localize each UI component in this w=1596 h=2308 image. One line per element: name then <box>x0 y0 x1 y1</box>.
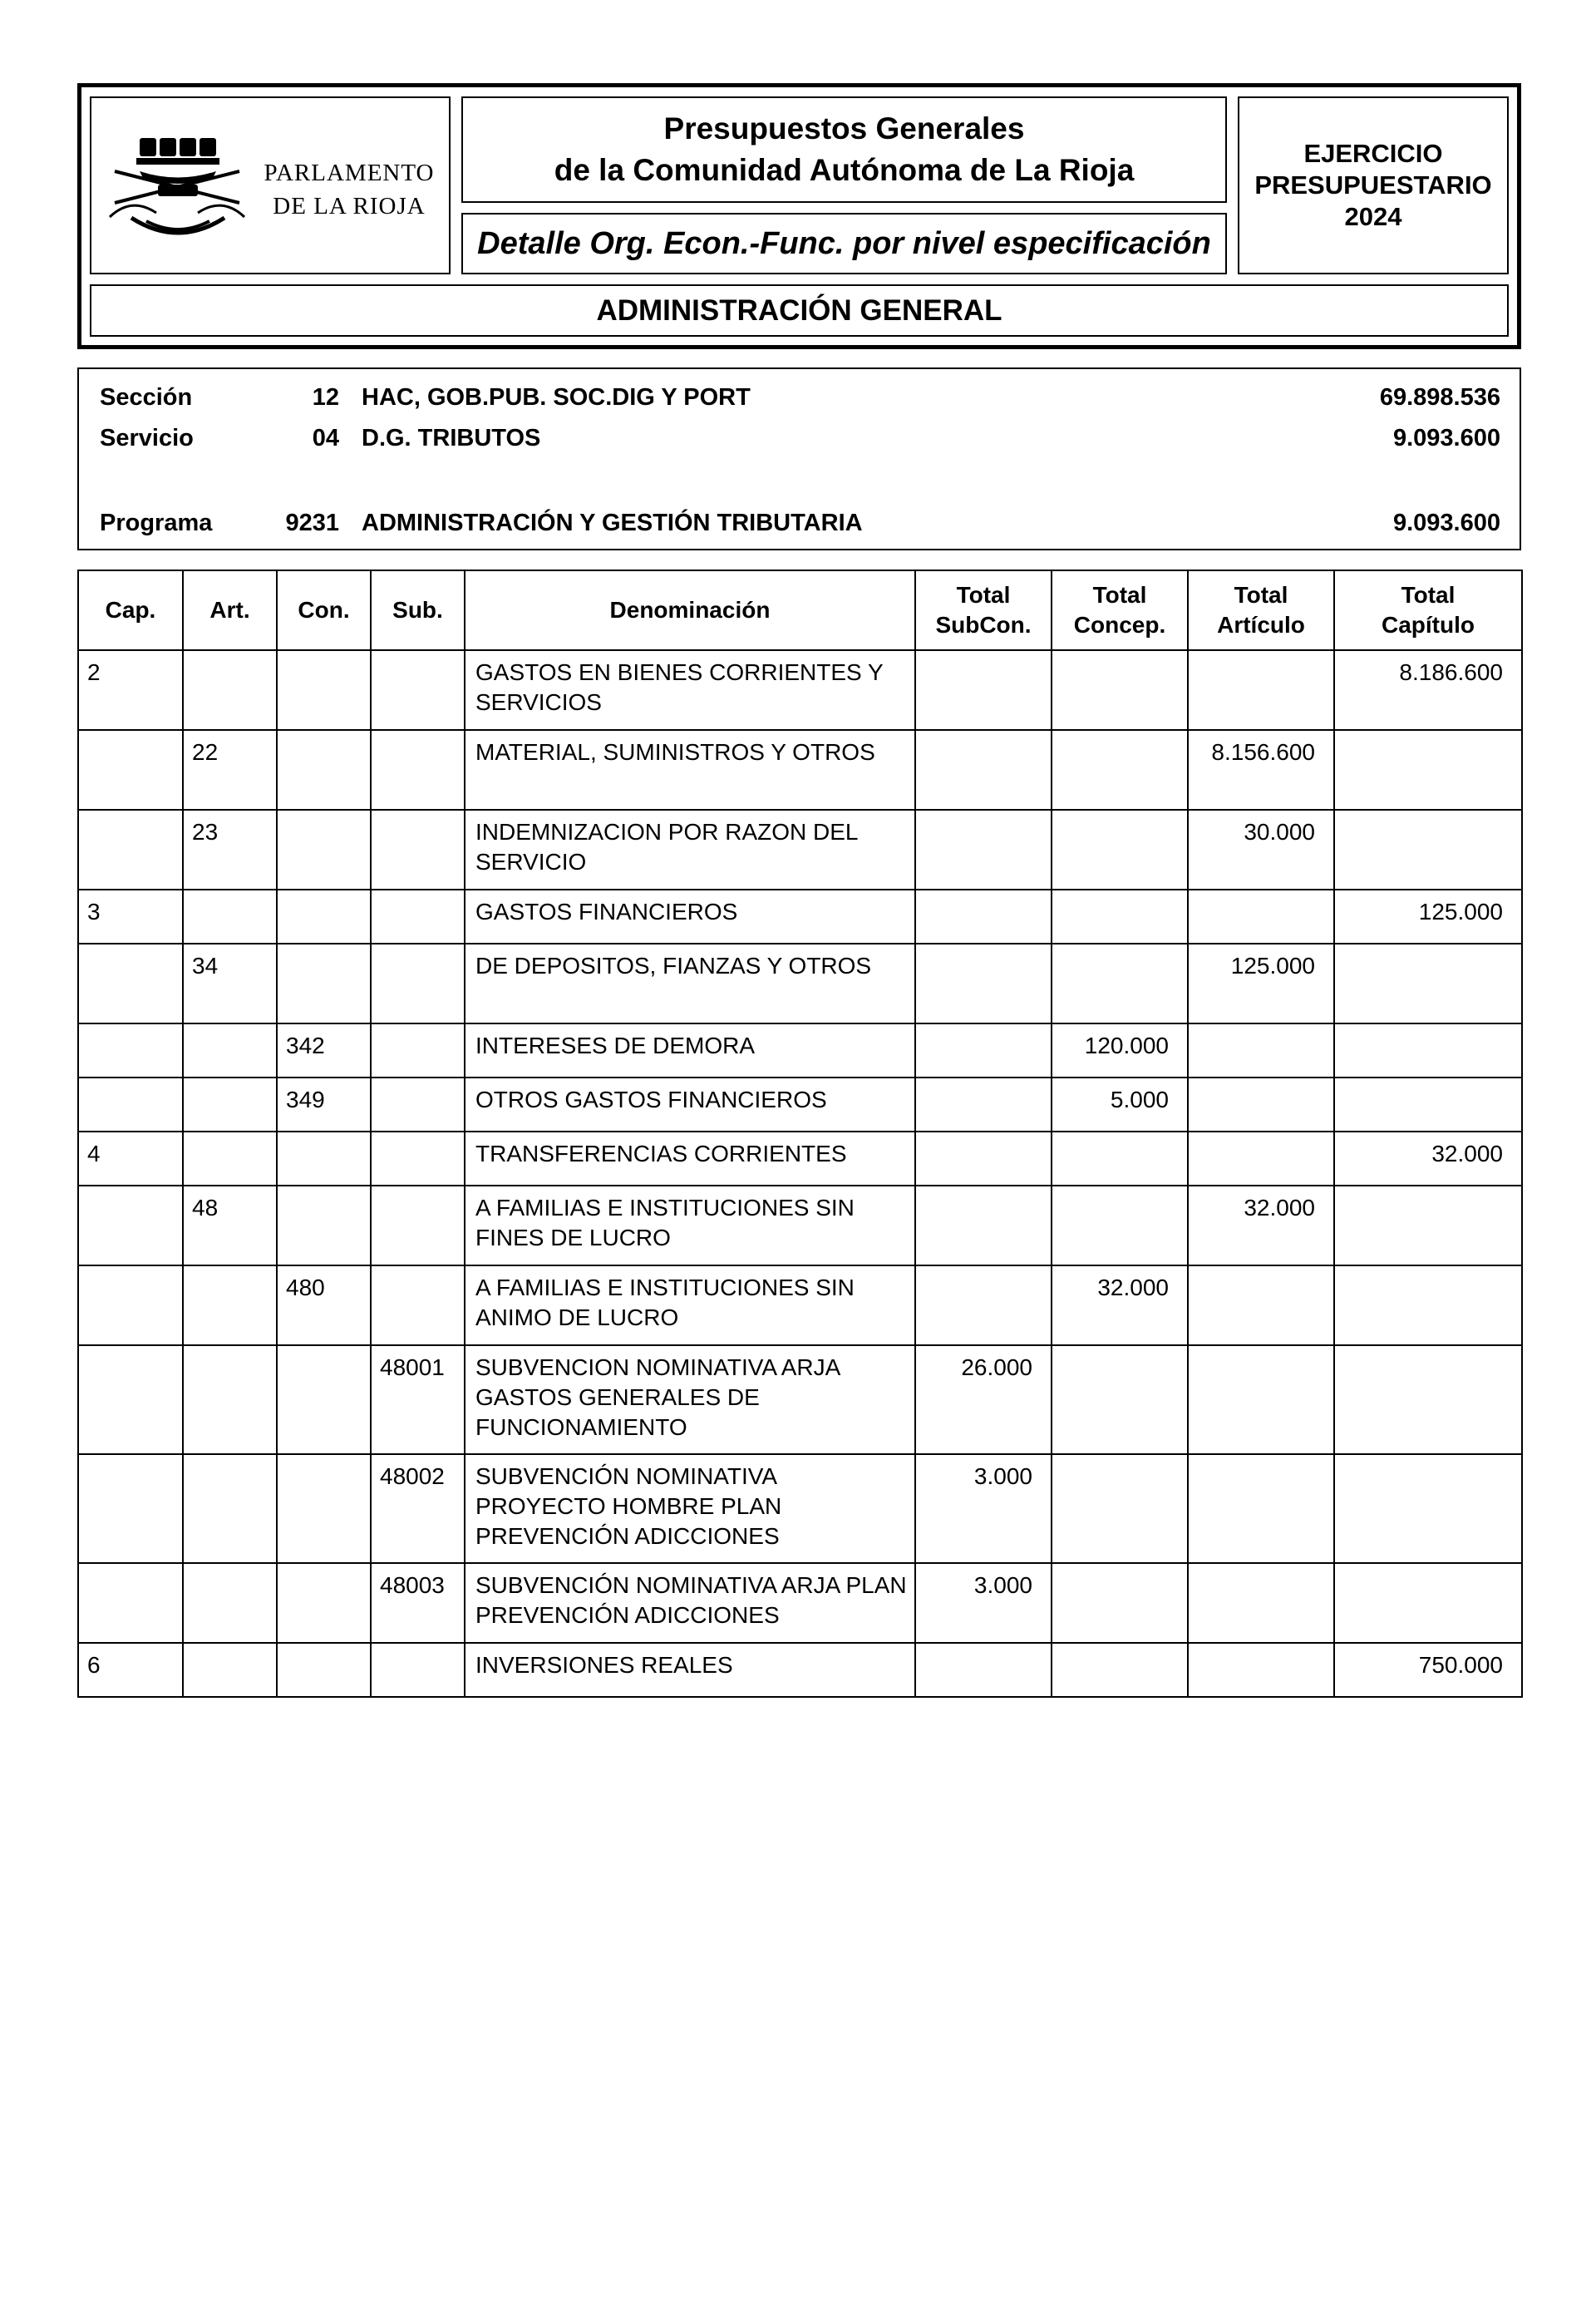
cell-con <box>277 650 371 730</box>
table-row <box>78 1643 1522 1697</box>
seccion-amount: 69.898.536 <box>1379 384 1500 411</box>
programa-amount: 9.093.600 <box>1392 510 1500 536</box>
cell-sub <box>371 1265 465 1345</box>
cell-denominacion: SUBVENCIÓN NOMINATIVA ARJA PLAN PREVENCIÓN ADICCIONES <box>465 1563 915 1643</box>
cell-cap: 6 <box>78 1643 183 1697</box>
col-header-sub: Sub. <box>371 570 465 650</box>
table-row <box>78 810 1522 890</box>
cell-con <box>277 944 371 1023</box>
cell-total-articulo <box>1188 1265 1334 1345</box>
servicio-name: D.G. TRIBUTOS <box>362 425 541 451</box>
cell-art <box>183 890 277 944</box>
cell-total-articulo: 32.000 <box>1188 1186 1334 1265</box>
cell-total-capitulo: 125.000 <box>1334 890 1522 944</box>
cell-art: 22 <box>183 730 277 810</box>
cell-total-capitulo <box>1334 810 1522 890</box>
header-text: Total <box>956 582 1011 608</box>
cell-cap <box>78 1078 183 1132</box>
cell-con: 349 <box>277 1078 371 1132</box>
cell-total-articulo <box>1188 1643 1334 1697</box>
logo-line1: PARLAMENTO <box>264 160 435 186</box>
seccion-label: Sección <box>100 384 193 411</box>
cell-total-concep: 120.000 <box>1052 1023 1188 1078</box>
cell-con <box>277 730 371 810</box>
table-row <box>78 1186 1522 1265</box>
cell-total-concep <box>1052 1132 1188 1186</box>
header-text: Total <box>1234 582 1288 608</box>
cell-total-articulo <box>1188 650 1334 730</box>
title-line2: de la Comunidad Autónoma de La Rioja <box>554 153 1135 187</box>
cell-total-concep <box>1052 650 1188 730</box>
table-row <box>78 1023 1522 1078</box>
col-header-denominacion: Denominación <box>465 570 915 650</box>
cell-art <box>183 1023 277 1078</box>
cell-total-capitulo <box>1334 1563 1522 1643</box>
cell-total-subcon <box>915 1265 1052 1345</box>
table-row <box>78 1345 1522 1454</box>
cell-con <box>277 1454 371 1563</box>
cell-art: 23 <box>183 810 277 890</box>
cell-denominacion: GASTOS FINANCIEROS <box>465 890 915 944</box>
col-header-art: Art. <box>183 570 277 650</box>
cell-total-capitulo: 750.000 <box>1334 1643 1522 1697</box>
logo-line2: DE LA RIOJA <box>273 193 426 219</box>
cell-art <box>183 1265 277 1345</box>
cell-denominacion: OTROS GASTOS FINANCIEROS <box>465 1078 915 1132</box>
logo-text <box>254 156 445 223</box>
cell-total-capitulo <box>1334 1078 1522 1132</box>
cell-cap <box>78 1563 183 1643</box>
cell-total-subcon: 3.000 <box>915 1454 1052 1563</box>
parliament-emblem-icon <box>106 138 248 242</box>
table-row <box>78 1454 1522 1563</box>
col-header-total-subcon <box>915 570 1052 650</box>
cell-total-articulo <box>1188 1132 1334 1186</box>
cell-total-concep <box>1052 1186 1188 1265</box>
cell-total-articulo: 30.000 <box>1188 810 1334 890</box>
cell-cap <box>78 1454 183 1563</box>
cell-con <box>277 1643 371 1697</box>
cell-total-concep <box>1052 944 1188 1023</box>
ejercicio-year: 2024 <box>1344 202 1402 231</box>
col-header-total-capitulo <box>1334 570 1522 650</box>
ejercicio-line2: PRESUPUESTARIO <box>1254 170 1492 200</box>
cell-sub <box>371 730 465 810</box>
cell-total-articulo <box>1188 1023 1334 1078</box>
cell-sub <box>371 1078 465 1132</box>
cell-total-subcon <box>915 1186 1052 1265</box>
cell-denominacion: DE DEPOSITOS, FIANZAS Y OTROS <box>465 944 915 1023</box>
servicio-label: Servicio <box>100 425 194 451</box>
cell-total-concep <box>1052 890 1188 944</box>
cell-art: 48 <box>183 1186 277 1265</box>
table-header-row <box>78 570 1522 650</box>
header-text: Total <box>1401 582 1456 608</box>
cell-total-capitulo: 32.000 <box>1334 1132 1522 1186</box>
servicio-amount: 9.093.600 <box>1392 425 1500 451</box>
cell-con: 342 <box>277 1023 371 1078</box>
cell-total-concep <box>1052 1643 1188 1697</box>
cell-total-subcon <box>915 650 1052 730</box>
cell-total-capitulo <box>1334 1265 1522 1345</box>
cell-total-articulo <box>1188 1454 1334 1563</box>
cell-total-subcon: 26.000 <box>915 1345 1052 1454</box>
table-row <box>78 1265 1522 1345</box>
organization-info <box>77 367 1521 550</box>
cell-art <box>183 1563 277 1643</box>
col-header-total-articulo <box>1188 570 1334 650</box>
cell-denominacion: MATERIAL, SUMINISTROS Y OTROS <box>465 730 915 810</box>
cell-total-concep <box>1052 810 1188 890</box>
cell-con <box>277 810 371 890</box>
cell-art <box>183 650 277 730</box>
cell-sub <box>371 1186 465 1265</box>
cell-sub: 48001 <box>371 1345 465 1454</box>
cell-total-concep <box>1052 1454 1188 1563</box>
cell-total-articulo: 8.156.600 <box>1188 730 1334 810</box>
cell-total-subcon <box>915 944 1052 1023</box>
cell-total-concep <box>1052 730 1188 810</box>
cell-total-subcon <box>915 1078 1052 1132</box>
ejercicio-line1: EJERCICIO <box>1303 139 1443 168</box>
header-text: Concep. <box>1073 612 1166 638</box>
programa-name: ADMINISTRACIÓN Y GESTIÓN TRIBUTARIA <box>362 510 863 536</box>
cell-art: 34 <box>183 944 277 1023</box>
seccion-name: HAC, GOB.PUB. SOC.DIG Y PORT <box>362 384 751 411</box>
cell-total-articulo <box>1188 1078 1334 1132</box>
cell-denominacion: INTERESES DE DEMORA <box>465 1023 915 1078</box>
cell-cap: 2 <box>78 650 183 730</box>
cell-sub <box>371 650 465 730</box>
cell-art <box>183 1078 277 1132</box>
cell-denominacion: A FAMILIAS E INSTITUCIONES SIN FINES DE LUCRO <box>465 1186 915 1265</box>
cell-total-subcon <box>915 810 1052 890</box>
cell-sub <box>371 810 465 890</box>
ejercicio-box <box>1238 96 1509 274</box>
cell-cap: 4 <box>78 1132 183 1186</box>
servicio-code: 04 <box>312 425 339 451</box>
cell-sub: 48002 <box>371 1454 465 1563</box>
header-text: Capítulo <box>1382 612 1475 638</box>
cell-sub: 48003 <box>371 1563 465 1643</box>
cell-denominacion: SUBVENCIÓN NOMINATIVA PROYECTO HOMBRE PLAN PREVENCIÓN ADICCIONES <box>465 1454 915 1563</box>
cell-total-subcon <box>915 1132 1052 1186</box>
cell-total-subcon <box>915 730 1052 810</box>
cell-cap <box>78 1345 183 1454</box>
cell-total-subcon <box>915 1023 1052 1078</box>
cell-cap <box>78 944 183 1023</box>
cell-cap: 3 <box>78 890 183 944</box>
cell-cap <box>78 1023 183 1078</box>
cell-total-concep <box>1052 1563 1188 1643</box>
cell-total-concep: 5.000 <box>1052 1078 1188 1132</box>
cell-denominacion: INDEMNIZACION POR RAZON DEL SERVICIO <box>465 810 915 890</box>
cell-total-articulo <box>1188 1345 1334 1454</box>
cell-total-subcon <box>915 1643 1052 1697</box>
info-row-seccion <box>79 384 1520 414</box>
cell-total-subcon <box>915 890 1052 944</box>
cell-total-capitulo <box>1334 730 1522 810</box>
header-text: Total <box>1092 582 1147 608</box>
cell-sub <box>371 1132 465 1186</box>
programa-label: Programa <box>100 510 213 536</box>
table-row <box>78 890 1522 944</box>
col-header-cap: Cap. <box>78 570 183 650</box>
cell-con <box>277 1345 371 1454</box>
programa-code: 9231 <box>285 510 339 536</box>
cell-total-capitulo <box>1334 1023 1522 1078</box>
cell-art <box>183 1132 277 1186</box>
cell-con <box>277 1132 371 1186</box>
cell-sub <box>371 944 465 1023</box>
cell-cap <box>78 1186 183 1265</box>
cell-art <box>183 1454 277 1563</box>
table-row <box>78 730 1522 810</box>
info-row-servicio <box>79 425 1520 455</box>
cell-sub <box>371 1023 465 1078</box>
document-header <box>77 83 1521 349</box>
cell-denominacion: INVERSIONES REALES <box>465 1643 915 1697</box>
cell-art <box>183 1643 277 1697</box>
cell-con <box>277 1563 371 1643</box>
col-header-total-concep <box>1052 570 1188 650</box>
logo-box <box>90 96 451 274</box>
cell-total-subcon: 3.000 <box>915 1563 1052 1643</box>
cell-con: 480 <box>277 1265 371 1345</box>
cell-total-articulo: 125.000 <box>1188 944 1334 1023</box>
table-row <box>78 1132 1522 1186</box>
cell-cap <box>78 730 183 810</box>
seccion-code: 12 <box>312 384 339 411</box>
cell-denominacion: TRANSFERENCIAS CORRIENTES <box>465 1132 915 1186</box>
col-header-con: Con. <box>277 570 371 650</box>
table-row <box>78 650 1522 730</box>
cell-total-concep: 32.000 <box>1052 1265 1188 1345</box>
cell-cap <box>78 1265 183 1345</box>
header-text: SubCon. <box>935 612 1032 638</box>
cell-con <box>277 1186 371 1265</box>
cell-total-articulo <box>1188 1563 1334 1643</box>
cell-total-capitulo <box>1334 1186 1522 1265</box>
info-row-programa <box>79 510 1520 540</box>
budget-table <box>77 570 1523 1698</box>
cell-denominacion: A FAMILIAS E INSTITUCIONES SIN ANIMO DE LUCRO <box>465 1265 915 1345</box>
cell-total-capitulo <box>1334 1454 1522 1563</box>
admin-title: ADMINISTRACIÓN GENERAL <box>90 284 1509 337</box>
table-row <box>78 1563 1522 1643</box>
cell-sub <box>371 890 465 944</box>
header-text: Artículo <box>1217 612 1305 638</box>
cell-sub <box>371 1643 465 1697</box>
cell-cap <box>78 810 183 890</box>
document-subtitle: Detalle Org. Econ.-Func. por nivel especificación <box>461 213 1227 274</box>
cell-denominacion: SUBVENCION NOMINATIVA ARJA GASTOS GENERALES DE FUNCIONAMIENTO <box>465 1345 915 1454</box>
title-line1: Presupuestos Generales <box>663 111 1025 145</box>
document-title <box>461 96 1227 203</box>
cell-total-concep <box>1052 1345 1188 1454</box>
table-row <box>78 1078 1522 1132</box>
cell-con <box>277 890 371 944</box>
cell-total-capitulo <box>1334 944 1522 1023</box>
cell-total-articulo <box>1188 890 1334 944</box>
cell-total-capitulo <box>1334 1345 1522 1454</box>
cell-total-capitulo: 8.186.600 <box>1334 650 1522 730</box>
table-row <box>78 944 1522 1023</box>
cell-art <box>183 1345 277 1454</box>
cell-denominacion: GASTOS EN BIENES CORRIENTES Y SERVICIOS <box>465 650 915 730</box>
